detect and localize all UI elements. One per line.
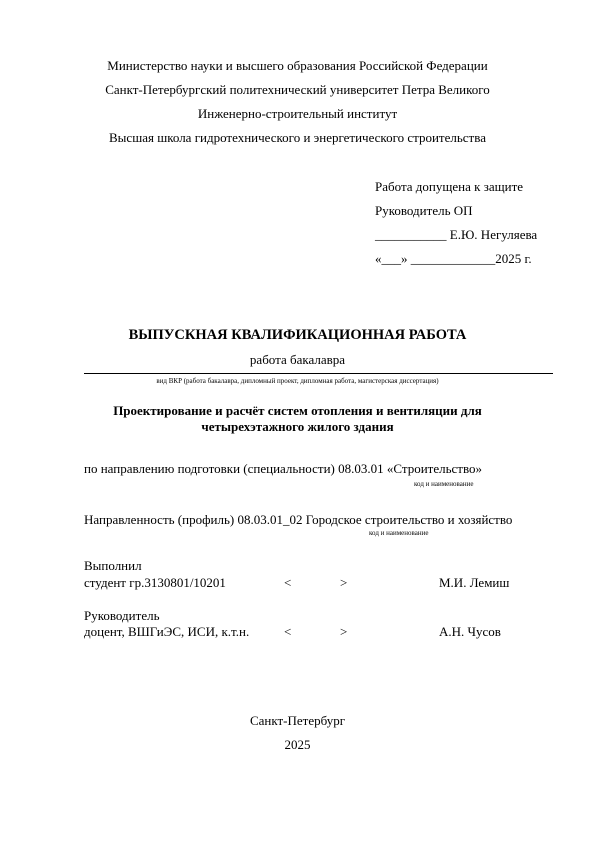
approval-signature-line: ___________ Е.Ю. Негуляева [375, 227, 538, 242]
supervisor-role: Руководитель [84, 608, 160, 623]
student-position: студент гр.3130801/10201 [84, 575, 226, 590]
work-type: работа бакалавра [249, 352, 346, 367]
supervisor-signature-open: < [284, 624, 292, 639]
work-type-hint: вид ВКР (работа бакалавра, дипломный проект, дипломная работа, магистерская диссертация) [156, 377, 439, 385]
document-title: ВЫПУСКНАЯ КВАЛИФИКАЦИОННАЯ РАБОТА [128, 327, 467, 343]
approval-line1: Работа допущена к защите [375, 179, 524, 194]
approval-date-line: «___» _____________2025 г. [375, 251, 532, 266]
supervisor-name: А.Н. Чусов [439, 624, 501, 639]
university-line: Санкт-Петербургский политехнический университет Петра Великого [105, 82, 490, 97]
profile-text: Направленность (профиль) 08.03.01_02 Городское строительство и хозяйство [84, 512, 513, 527]
approval-line2: Руководитель ОП [375, 203, 473, 218]
supervisor-signature-close: > [340, 624, 348, 639]
institute-line: Инженерно-строительный институт [197, 106, 398, 121]
student-name: М.И. Лемиш [439, 575, 510, 590]
student-signature-open: < [284, 575, 292, 590]
school-line: Высшая школа гидротехнического и энергетического строительства [109, 130, 486, 145]
student-role: Выполнил [84, 558, 142, 573]
profile-hint: код и наименование [369, 529, 429, 537]
student-signature-close: > [340, 575, 348, 590]
direction-text: по направлению подготовки (специальности) 08.03.01 «Строительство» [84, 461, 483, 476]
footer-city: Санкт-Петербург [249, 713, 346, 728]
topic-line1: Проектирование и расчёт систем отопления и вентиляции для [113, 403, 482, 418]
supervisor-position: доцент, ВШГиЭС, ИСИ, к.т.н. [84, 624, 250, 639]
topic-line2: четырехэтажного жилого здания [201, 419, 394, 434]
footer-year: 2025 [284, 737, 311, 752]
work-type-rule [84, 373, 553, 374]
ministry-line: Министерство науки и высшего образования Российской Федерации [107, 58, 488, 73]
direction-hint: код и наименование [414, 480, 474, 488]
